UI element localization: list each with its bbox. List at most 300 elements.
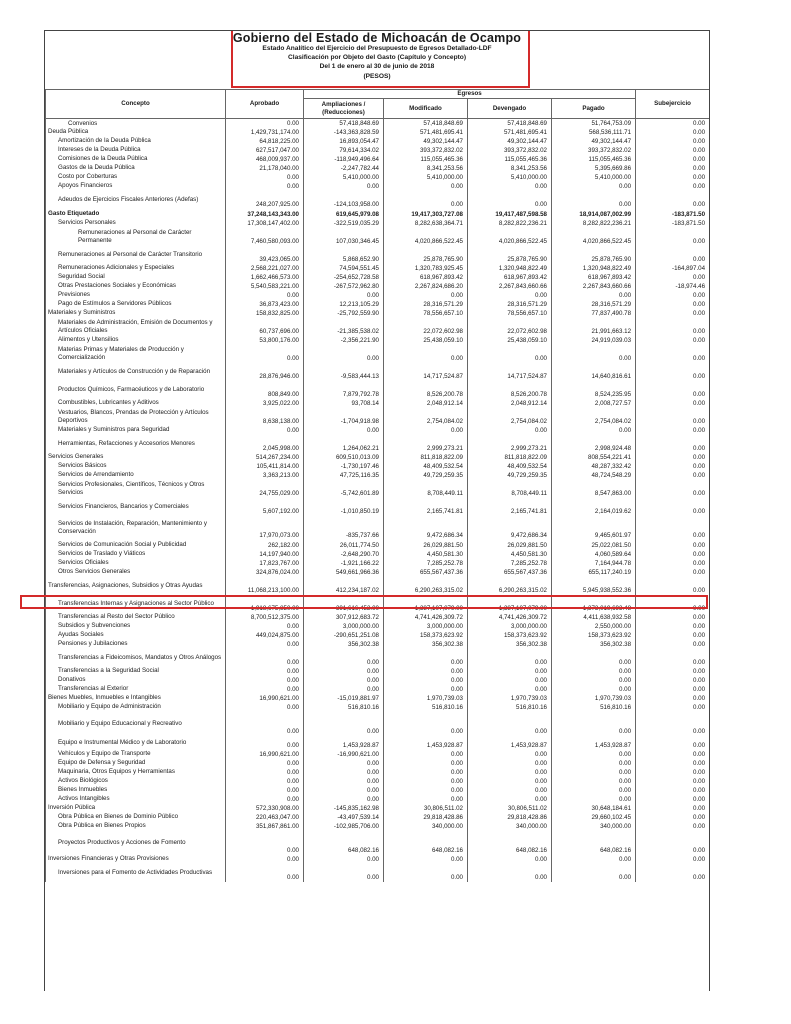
row-sub: 0.00 [636, 128, 710, 137]
row-mod: 811,818,822.09 [384, 453, 468, 462]
row-dev: 1,320,948,822.49 [468, 264, 552, 273]
row-sub: 0.00 [636, 453, 710, 462]
row-concepto: Intereses de la Deuda Pública [46, 146, 226, 155]
row-mod: 0.00 [384, 750, 468, 759]
row-aprobado: 8,638,138.00 [226, 408, 304, 426]
row-pag: 516,810.16 [552, 703, 636, 712]
row-pag: 25,878,765.90 [552, 246, 636, 264]
row-mod: 4,741,426,309.72 [384, 613, 468, 622]
row-pag: 0.00 [552, 191, 636, 209]
report-currency: (PESOS) [363, 72, 391, 80]
row-sub: 0.00 [636, 516, 710, 540]
table-row [46, 381, 710, 399]
table-row [46, 408, 710, 426]
row-dev: 0.00 [468, 685, 552, 694]
row-pag: 115,055,465.36 [552, 155, 636, 164]
table-row [46, 309, 710, 318]
row-pag: 618,967,893.42 [552, 273, 636, 282]
row-mod: 9,472,686.34 [384, 516, 468, 540]
table-row [46, 736, 710, 750]
row-dev: 5,410,000.00 [468, 173, 552, 182]
table-row [46, 759, 710, 768]
row-pag: 25,022,081.50 [552, 540, 636, 550]
table-header [46, 90, 710, 119]
table-row [46, 480, 710, 498]
row-sub: 0.00 [636, 318, 710, 336]
row-amp: -322,519,035.29 [304, 219, 384, 228]
table-row [46, 831, 710, 855]
row-mod: 49,729,259.35 [384, 471, 468, 480]
row-dev: 0.00 [468, 182, 552, 191]
row-aprobado: 0.00 [226, 831, 304, 855]
row-dev: 3,000,000.00 [468, 622, 552, 631]
row-sub: 0.00 [636, 246, 710, 264]
row-amp: 0.00 [304, 777, 384, 786]
row-dev: 49,302,144.47 [468, 137, 552, 146]
row-sub: 0.00 [636, 649, 710, 667]
row-mod: 5,410,000.00 [384, 173, 468, 182]
row-amp: -5,742,601.89 [304, 480, 384, 498]
row-amp: 3,000,000.00 [304, 622, 384, 631]
row-mod: 0.00 [384, 649, 468, 667]
row-concepto: Transferencias, Asignaciones, Subsidios y Otras Ayudas [46, 577, 226, 595]
row-aprobado: 0.00 [226, 736, 304, 750]
row-pag: 21,991,663.12 [552, 318, 636, 336]
row-mod: 115,055,465.36 [384, 155, 468, 164]
row-mod: 22,072,602.98 [384, 318, 468, 336]
row-sub: 0.00 [636, 855, 710, 864]
table-row [46, 649, 710, 667]
row-dev: 811,818,822.09 [468, 453, 552, 462]
report-header [45, 31, 709, 89]
row-amp: -2,356,221.90 [304, 336, 384, 345]
row-pag: 0.00 [552, 786, 636, 795]
row-sub: 0.00 [636, 408, 710, 426]
row-pag: 1,373,019,693.48 [552, 595, 636, 613]
row-mod: 2,267,824,686.20 [384, 282, 468, 291]
table-row [46, 146, 710, 155]
row-pag: 2,754,084.02 [552, 408, 636, 426]
row-dev: 4,020,866,522.45 [468, 228, 552, 246]
row-pag: 0.00 [552, 795, 636, 804]
row-aprobado: 0.00 [226, 759, 304, 768]
row-sub: 0.00 [636, 864, 710, 882]
row-pag: 1,320,948,822.49 [552, 264, 636, 273]
row-amp: 1,453,928.87 [304, 736, 384, 750]
row-pag: 14,640,816.61 [552, 363, 636, 381]
row-dev: 2,754,084.02 [468, 408, 552, 426]
row-concepto: Activos Intangibles [46, 795, 226, 804]
row-dev: 0.00 [468, 759, 552, 768]
row-dev: 618,967,893.42 [468, 273, 552, 282]
row-sub: 0.00 [636, 768, 710, 777]
row-sub: 0.00 [636, 577, 710, 595]
row-dev: 22,072,602.98 [468, 318, 552, 336]
table-row [46, 191, 710, 209]
row-sub: 0.00 [636, 559, 710, 568]
row-amp: -25,792,559.90 [304, 309, 384, 318]
row-dev: 0.00 [468, 426, 552, 435]
row-concepto: Inversiones para el Fomento de Actividades Productivas [46, 864, 226, 882]
row-pag: 4,020,866,522.45 [552, 228, 636, 246]
row-amp: 609,510,013.09 [304, 453, 384, 462]
row-sub: 0.00 [636, 363, 710, 381]
table-row [46, 768, 710, 777]
row-dev: 25,438,059.10 [468, 336, 552, 345]
row-aprobado: 8,700,512,375.00 [226, 613, 304, 622]
table-row [46, 864, 710, 882]
row-amp: 516,810.16 [304, 703, 384, 712]
row-concepto: Convenios [46, 119, 226, 128]
row-amp: -835,737.66 [304, 516, 384, 540]
table-row [46, 453, 710, 462]
row-sub: 0.00 [636, 822, 710, 831]
row-amp: -9,583,444.13 [304, 363, 384, 381]
row-mod: 0.00 [384, 759, 468, 768]
row-amp: -1,704,918.98 [304, 408, 384, 426]
row-dev: 158,373,623.92 [468, 631, 552, 640]
row-mod: 0.00 [384, 777, 468, 786]
row-amp: 0.00 [304, 667, 384, 676]
row-mod: 25,438,059.10 [384, 336, 468, 345]
row-mod: 0.00 [384, 426, 468, 435]
row-aprobado: 5,607,192.00 [226, 498, 304, 516]
row-sub: 0.00 [636, 480, 710, 498]
row-amp: 0.00 [304, 649, 384, 667]
row-sub: 0.00 [636, 137, 710, 146]
row-mod: 2,754,084.02 [384, 408, 468, 426]
row-pag: 340,000.00 [552, 822, 636, 831]
row-aprobado: 3,363,213.00 [226, 471, 304, 480]
row-pag: 2,267,843,660.66 [552, 282, 636, 291]
row-dev: 0.00 [468, 345, 552, 363]
row-aprobado: 0.00 [226, 864, 304, 882]
row-aprobado: 324,876,024.00 [226, 568, 304, 577]
row-concepto: Gastos de la Deuda Pública [46, 164, 226, 173]
row-concepto: Alimentos y Utensilios [46, 336, 226, 345]
row-aprobado: 0.00 [226, 640, 304, 649]
row-concepto: Proyectos Productivos y Acciones de Fomento [46, 831, 226, 855]
row-pag: 0.00 [552, 649, 636, 667]
row-dev: 28,316,571.29 [468, 300, 552, 309]
table-row [46, 119, 710, 128]
row-mod: 571,481,695.41 [384, 128, 468, 137]
row-aprobado: 60,737,696.00 [226, 318, 304, 336]
row-dev: 0.00 [468, 786, 552, 795]
row-mod: 516,810.16 [384, 703, 468, 712]
row-dev: 1,453,928.87 [468, 736, 552, 750]
col-aprobado: Aprobado [226, 90, 304, 119]
row-concepto: Productos Químicos, Farmacéuticos y de Laboratorio [46, 381, 226, 399]
row-amp: -290,651,251.08 [304, 631, 384, 640]
row-pag: 2,998,924.48 [552, 435, 636, 453]
row-sub: 0.00 [636, 568, 710, 577]
row-concepto: Transferencias al Exterior [46, 685, 226, 694]
row-mod: 19,417,303,727.08 [384, 209, 468, 219]
row-pag: 0.00 [552, 712, 636, 736]
row-concepto: Amortización de la Deuda Pública [46, 137, 226, 146]
row-dev: 0.00 [468, 667, 552, 676]
row-pag: 29,660,102.45 [552, 813, 636, 822]
row-aprobado: 0.00 [226, 291, 304, 300]
row-amp: -43,497,539.14 [304, 813, 384, 822]
row-concepto: Inversiones Financieras y Otras Provisiones [46, 855, 226, 864]
table-body [46, 119, 710, 882]
table-row [46, 264, 710, 273]
row-mod: 8,526,200.78 [384, 381, 468, 399]
row-amp: -124,103,958.00 [304, 191, 384, 209]
row-amp: -2,648,290.70 [304, 550, 384, 559]
row-amp: 0.00 [304, 864, 384, 882]
row-sub: 0.00 [636, 300, 710, 309]
row-aprobado: 14,197,940.00 [226, 550, 304, 559]
col-devengado: Devengado [468, 99, 552, 119]
row-concepto: Pensiones y Jubilaciones [46, 640, 226, 649]
row-sub: 0.00 [636, 685, 710, 694]
row-concepto: Servicios Financieros, Bancarios y Comerciales [46, 498, 226, 516]
row-sub: 0.00 [636, 712, 710, 736]
table-row [46, 173, 710, 182]
row-mod: 1,387,107,079.00 [384, 595, 468, 613]
row-aprobado: 0.00 [226, 667, 304, 676]
row-amp: 0.00 [304, 855, 384, 864]
row-concepto: Transferencias a Fideicomisos, Mandatos y Otros Análogos [46, 649, 226, 667]
row-concepto: Remuneraciones Adicionales y Especiales [46, 264, 226, 273]
row-amp: -267,572,962.80 [304, 282, 384, 291]
row-aprobado: 21,178,040.00 [226, 164, 304, 173]
row-aprobado: 0.00 [226, 768, 304, 777]
row-concepto: Pago de Estímulos a Servidores Públicos [46, 300, 226, 309]
row-mod: 0.00 [384, 345, 468, 363]
row-dev: 78,556,657.10 [468, 309, 552, 318]
table-row [46, 471, 710, 480]
table-row [46, 498, 710, 516]
col-egresos: Egresos [304, 90, 636, 99]
row-amp: 0.00 [304, 685, 384, 694]
table-row [46, 786, 710, 795]
row-concepto: Otras Prestaciones Sociales y Económicas [46, 282, 226, 291]
row-pag: 0.00 [552, 759, 636, 768]
row-sub: 0.00 [636, 759, 710, 768]
row-pag: 77,837,490.78 [552, 309, 636, 318]
row-concepto: Remuneraciones al Personal de Carácter Transitorio [46, 246, 226, 264]
row-sub: 0.00 [636, 146, 710, 155]
row-aprobado: 0.00 [226, 119, 304, 128]
row-concepto: Activos Biológicos [46, 777, 226, 786]
row-dev: 4,741,426,309.72 [468, 613, 552, 622]
row-aprobado: 0.00 [226, 855, 304, 864]
row-mod: 340,000.00 [384, 822, 468, 831]
row-concepto: Mobiliario y Equipo de Administración [46, 703, 226, 712]
row-aprobado: 11,068,213,100.00 [226, 577, 304, 595]
row-amp: -145,835,162.98 [304, 804, 384, 813]
row-amp: 648,082.16 [304, 831, 384, 855]
report-subtitle-2: Clasificación por Objeto del Gasto (Capítulo y Concepto) [287, 54, 467, 62]
row-amp: 0.00 [304, 786, 384, 795]
row-sub: 0.00 [636, 291, 710, 300]
table-row [46, 676, 710, 685]
row-amp: -1,730,197.46 [304, 462, 384, 471]
row-amp: 412,234,187.02 [304, 577, 384, 595]
row-aprobado: 37,248,143,343.00 [226, 209, 304, 219]
row-concepto: Servicios de Traslado y Viáticos [46, 550, 226, 559]
row-aprobado: 0.00 [226, 676, 304, 685]
table-row [46, 318, 710, 336]
row-sub: 0.00 [636, 640, 710, 649]
row-dev: 8,282,822,236.21 [468, 219, 552, 228]
row-concepto: Materiales y Suministros [46, 309, 226, 318]
table-row [46, 667, 710, 676]
row-mod: 0.00 [384, 685, 468, 694]
row-pag: 2,164,019.62 [552, 498, 636, 516]
row-aprobado: 1,662,466,573.00 [226, 273, 304, 282]
row-amp: 0.00 [304, 426, 384, 435]
col-subejercicio: Subejercicio [636, 90, 710, 119]
row-dev: 25,878,765.90 [468, 246, 552, 264]
row-aprobado: 17,970,073.00 [226, 516, 304, 540]
row-mod: 1,453,928.87 [384, 736, 468, 750]
row-mod: 14,717,524.87 [384, 363, 468, 381]
row-dev: 19,417,487,598.58 [468, 209, 552, 219]
row-aprobado: 17,823,767.00 [226, 559, 304, 568]
row-concepto: Servicios Oficiales [46, 559, 226, 568]
row-concepto: Materias Primas y Materiales de Producción y Comercialización [46, 345, 226, 363]
row-aprobado: 0.00 [226, 795, 304, 804]
row-mod: 2,999,273.21 [384, 435, 468, 453]
row-dev: 2,999,273.21 [468, 435, 552, 453]
row-pag: 48,724,548.29 [552, 471, 636, 480]
row-aprobado: 158,832,825.00 [226, 309, 304, 318]
row-dev: 4,450,581.30 [468, 550, 552, 559]
row-dev: 2,165,741.81 [468, 498, 552, 516]
row-sub: -164,897.04 [636, 264, 710, 273]
row-dev: 26,029,881.50 [468, 540, 552, 550]
row-aprobado: 5,540,583,221.00 [226, 282, 304, 291]
row-mod: 8,341,253.56 [384, 164, 468, 173]
row-sub: 0.00 [636, 804, 710, 813]
row-dev: 2,267,843,660.66 [468, 282, 552, 291]
row-concepto: Equipo e Instrumental Médico y de Laboratorio [46, 736, 226, 750]
table-row [46, 685, 710, 694]
row-aprobado: 39,423,065.00 [226, 246, 304, 264]
row-sub: 0.00 [636, 336, 710, 345]
row-aprobado: 248,207,925.00 [226, 191, 304, 209]
table-row [46, 795, 710, 804]
row-concepto: Deuda Pública [46, 128, 226, 137]
row-aprobado: 0.00 [226, 649, 304, 667]
row-sub: 0.00 [636, 736, 710, 750]
row-pag: 8,282,822,236.21 [552, 219, 636, 228]
row-sub: 0.00 [636, 191, 710, 209]
row-amp: 0.00 [304, 795, 384, 804]
row-sub: 0.00 [636, 831, 710, 855]
row-aprobado: 24,755,029.00 [226, 480, 304, 498]
row-concepto: Transferencias Internas y Asignaciones al Sector Público [46, 595, 226, 613]
row-dev: 2,048,912.14 [468, 399, 552, 408]
row-concepto: Servicios Personales [46, 219, 226, 228]
row-concepto: Vehículos y Equipo de Transporte [46, 750, 226, 759]
table-row [46, 777, 710, 786]
row-mod: 648,082.16 [384, 831, 468, 855]
row-mod: 0.00 [384, 712, 468, 736]
row-mod: 2,048,912.14 [384, 399, 468, 408]
row-aprobado: 0.00 [226, 426, 304, 435]
row-mod: 4,450,581.30 [384, 550, 468, 559]
table-row [46, 804, 710, 813]
row-dev: 57,418,848.69 [468, 119, 552, 128]
row-dev: 0.00 [468, 855, 552, 864]
row-aprobado: 220,463,047.00 [226, 813, 304, 822]
row-dev: 14,717,524.87 [468, 363, 552, 381]
row-sub: 0.00 [636, 703, 710, 712]
row-pag: 2,550,000.00 [552, 622, 636, 631]
row-aprobado: 0.00 [226, 622, 304, 631]
table-row [46, 855, 710, 864]
table-row [46, 694, 710, 703]
row-dev: 0.00 [468, 712, 552, 736]
row-amp: 16,893,054.47 [304, 137, 384, 146]
row-mod: 3,000,000.00 [384, 622, 468, 631]
col-modificado: Modificado [384, 99, 468, 119]
row-amp: -2,247,782.44 [304, 164, 384, 173]
table-row [46, 631, 710, 640]
row-dev: 0.00 [468, 291, 552, 300]
row-pag: 4,060,589.64 [552, 550, 636, 559]
row-sub: 0.00 [636, 471, 710, 480]
row-dev: 0.00 [468, 795, 552, 804]
row-amp: 5,410,000.00 [304, 173, 384, 182]
row-pag: 1,970,739.03 [552, 694, 636, 703]
row-dev: 516,810.16 [468, 703, 552, 712]
row-amp: 0.00 [304, 676, 384, 685]
table-row [46, 640, 710, 649]
row-dev: 0.00 [468, 777, 552, 786]
table-row [46, 613, 710, 622]
row-mod: 26,029,881.50 [384, 540, 468, 550]
row-concepto: Transferencias a la Seguridad Social [46, 667, 226, 676]
row-dev: 0.00 [468, 864, 552, 882]
row-amp: -1,010,850.19 [304, 498, 384, 516]
row-amp: -254,652,728.58 [304, 273, 384, 282]
row-sub: 0.00 [636, 631, 710, 640]
row-aprobado: 17,308,147,402.00 [226, 219, 304, 228]
row-pag: 51,764,753.09 [552, 119, 636, 128]
row-mod: 158,373,623.92 [384, 631, 468, 640]
table-row [46, 209, 710, 219]
row-pag: 5,410,000.00 [552, 173, 636, 182]
row-amp: 549,661,966.36 [304, 568, 384, 577]
row-dev: 0.00 [468, 768, 552, 777]
row-mod: 7,285,252.78 [384, 559, 468, 568]
table-row [46, 399, 710, 408]
row-dev: 1,387,107,079.00 [468, 595, 552, 613]
table-row [46, 219, 710, 228]
table-row [46, 345, 710, 363]
row-concepto: Mobiliario y Equipo Educacional y Recreativo [46, 712, 226, 736]
row-sub: 0.00 [636, 540, 710, 550]
row-amp: 7,879,792.78 [304, 381, 384, 399]
row-amp: 356,302.38 [304, 640, 384, 649]
row-sub: 0.00 [636, 345, 710, 363]
row-aprobado: 572,330,908.00 [226, 804, 304, 813]
row-pag: 8,524,235.95 [552, 381, 636, 399]
row-dev: 8,526,200.78 [468, 381, 552, 399]
row-mod: 2,165,741.81 [384, 498, 468, 516]
row-pag: 7,164,944.78 [552, 559, 636, 568]
row-concepto: Seguridad Social [46, 273, 226, 282]
row-dev: 393,372,832.02 [468, 146, 552, 155]
row-aprobado: 1,429,731,174.00 [226, 128, 304, 137]
